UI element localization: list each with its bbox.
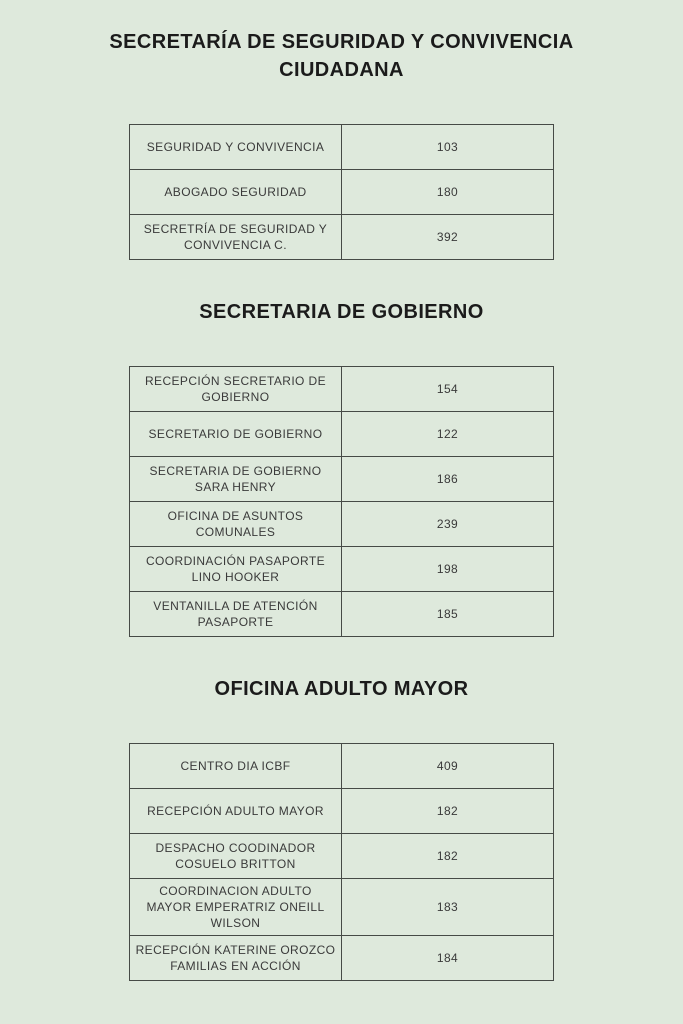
office-name-cell: DESPACHO COODINADOR COSUELO BRITTON: [130, 834, 342, 879]
table-row: [130, 592, 554, 637]
office-name-cell: COORDINACION ADULTO MAYOR EMPERATRIZ ONEILL WILSON: [130, 879, 342, 936]
directory-table-seguridad: [129, 124, 554, 260]
office-name-cell: OFICINA DE ASUNTOS COMUNALES: [130, 502, 342, 547]
directory-table-adulto-mayor: [129, 743, 554, 981]
table-row: [130, 502, 554, 547]
extension-cell: 103: [342, 125, 554, 170]
table-row: [130, 789, 554, 834]
extension-cell: 184: [342, 936, 554, 981]
extension-cell: 198: [342, 547, 554, 592]
office-name-cell: SECRETRÍA DE SEGURIDAD Y CONVIVENCIA C.: [130, 215, 342, 260]
table-row: [130, 834, 554, 879]
table-row: [130, 744, 554, 789]
section-title-seguridad: SECRETARÍA DE SEGURIDAD Y CONVIVENCIA CIUDADANA: [109, 31, 574, 81]
extension-cell: 186: [342, 457, 554, 502]
office-name-cell: COORDINACIÓN PASAPORTE LINO HOOKER: [130, 547, 342, 592]
extension-cell: 392: [342, 215, 554, 260]
office-name-cell: RECEPCIÓN SECRETARIO DE GOBIERNO: [130, 367, 342, 412]
office-name-cell: ABOGADO SEGURIDAD: [130, 170, 342, 215]
table-row: [130, 412, 554, 457]
table-row: [130, 170, 554, 215]
section-title-adulto-mayor: OFICINA ADULTO MAYOR: [214, 678, 469, 700]
table-row: [130, 457, 554, 502]
extension-cell: 185: [342, 592, 554, 637]
extension-cell: 182: [342, 834, 554, 879]
office-name-cell: RECEPCIÓN ADULTO MAYOR: [130, 789, 342, 834]
extension-cell: 409: [342, 744, 554, 789]
extension-cell: 239: [342, 502, 554, 547]
section-title-gobierno: SECRETARIA DE GOBIERNO: [199, 301, 484, 323]
table-row: [130, 547, 554, 592]
office-name-cell: SECRETARIO DE GOBIERNO: [130, 412, 342, 457]
table-row: [130, 367, 554, 412]
extension-cell: 154: [342, 367, 554, 412]
directory-table-gobierno: [129, 366, 554, 637]
extension-cell: 182: [342, 789, 554, 834]
table-row: [130, 936, 554, 981]
extension-cell: 122: [342, 412, 554, 457]
office-name-cell: SEGURIDAD Y CONVIVENCIA: [130, 125, 342, 170]
office-name-cell: SECRETARIA DE GOBIERNO SARA HENRY: [130, 457, 342, 502]
office-name-cell: VENTANILLA DE ATENCIÓN PASAPORTE: [130, 592, 342, 637]
table-row: [130, 879, 554, 936]
table-row: [130, 215, 554, 260]
office-name-cell: RECEPCIÓN KATERINE OROZCO FAMILIAS EN ACCIÓN: [130, 936, 342, 981]
extension-cell: 183: [342, 879, 554, 936]
extension-cell: 180: [342, 170, 554, 215]
office-name-cell: CENTRO DIA ICBF: [130, 744, 342, 789]
table-row: [130, 125, 554, 170]
